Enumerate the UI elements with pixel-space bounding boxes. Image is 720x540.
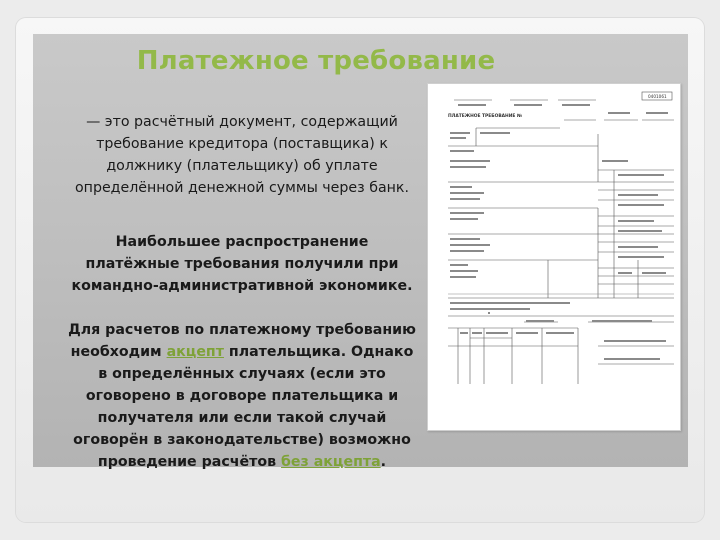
- distribution-text: Наибольшее распространение платёжные требования получили при командно-административной экономике.: [71, 234, 413, 294]
- definition-text: — это расчётный документ, содержащий требование кредитора (поставщика) к должнику (плательщику) об уплате определённой денежной суммы через банк.: [74, 114, 409, 196]
- no-accept-link[interactable]: без акцепта: [281, 454, 381, 470]
- acceptance-text: [68, 319, 416, 473]
- form-code: 0401061: [648, 94, 667, 99]
- accept-link[interactable]: акцепт: [166, 344, 224, 360]
- payment-request-form-drawing: [428, 84, 680, 430]
- form-heading: ПЛАТЕЖНОЕ ТРЕБОВАНИЕ №: [448, 114, 523, 119]
- acceptance-text-part1: Для расчетов по платежному требованию необходим: [68, 322, 416, 360]
- acceptance-text-part3: .: [380, 454, 387, 470]
- slide-title: Платежное требование: [136, 46, 496, 76]
- payment-request-form-image: [427, 83, 681, 431]
- acceptance-text-part2: плательщика. Однако в определённых случаях (если это оговорено в договоре плательщика и получателя или если такой случай оговорён в законодательстве) возможно проведение расчётов: [73, 344, 414, 470]
